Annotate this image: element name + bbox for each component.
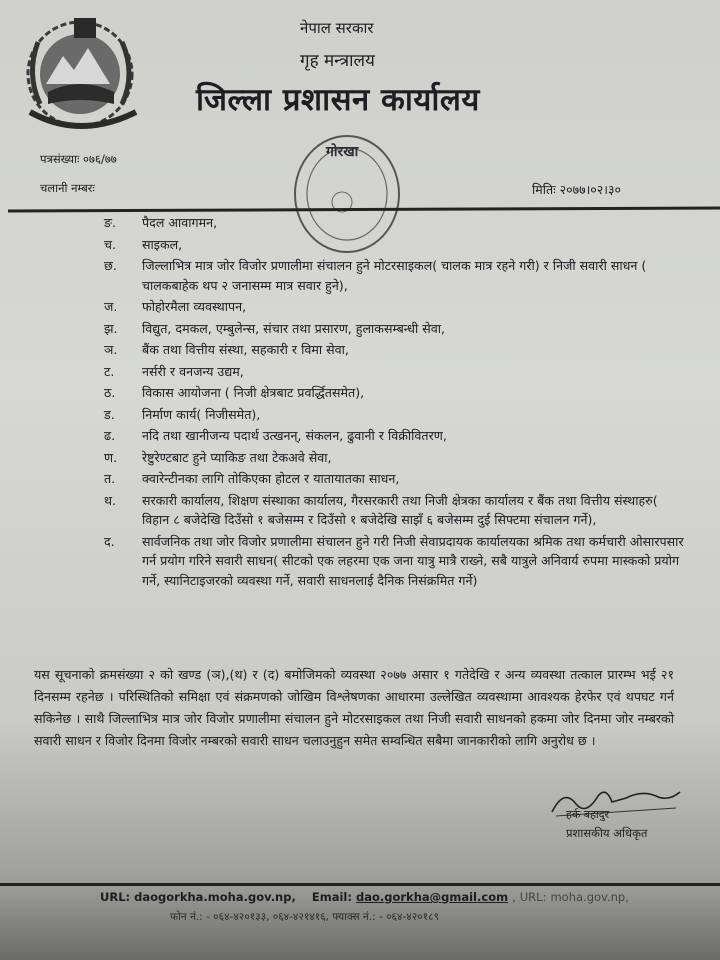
email-link[interactable]: dao.gorkha@gmail.com xyxy=(355,890,509,904)
item-text: सार्वजनिक तथा जोर विजोर प्रणालीमा संचालन हुने गरी निजी सेवाप्रदायक कार्यालयका श्रमिक तथा कर्मचारी ओसारपसार गर्न प्रयोग गरिने सवारी साधन( सीटको एक लहरमा एक जना यात्रु मात्रै राख्ने, सबै यात्रुले अनिवार्य रुपमा मास्कको प्रयोग गर्ने, स्यानिटाइजरको व्यवस्था गर्ने, सवारी साधनलाई दैनिक निसंक्रमित गर्ने) xyxy=(142,533,684,588)
notice-item xyxy=(104,340,684,360)
item-text: विकास आयोजना ( निजी क्षेत्रबाट प्रवर्द्धितसमेत), xyxy=(142,385,365,401)
item-text: साइकल, xyxy=(142,236,183,252)
notice-item xyxy=(104,213,684,233)
item-text: जिल्लाभित्र मात्र जोर विजोर प्रणालीमा संचालन हुने मोटरसाइकल( चालक मात्र रहने गरी) र निजी सवारी साधन ( चालकबाहेक थप २ जनासम्म मात्र सवार हुने), xyxy=(142,258,647,293)
item-text: नर्सरी र वनजन्य उद्यम, xyxy=(142,363,244,379)
reference-number: पत्रसंख्याः ०७६/७७ xyxy=(40,152,117,166)
notice-item xyxy=(104,448,684,468)
item-label: ट. xyxy=(104,363,115,379)
notice-item xyxy=(104,469,684,489)
notice-item xyxy=(104,256,684,295)
notice-items-list xyxy=(104,212,684,592)
item-text: रेष्टुरेण्टबाट हुने प्याकिङ तथा टेकअवे सेवा, xyxy=(142,449,332,465)
notice-item xyxy=(104,235,684,255)
item-label: छ. xyxy=(104,258,117,274)
item-text: सरकारी कार्यालय, शिक्षण संस्थाका कार्यालय, गैरसरकारी तथा निजी क्षेत्रका कार्यालय र बैंक तथा वित्तीय संस्थाहरु( विहान ८ बजेदेखि दिउँसो १ बजेसम्म र दिउँसो १ बजेदेखि साझँ ६ बजेसम्म दुई सिफ्टमा संचालन गर्ने), xyxy=(142,492,658,528)
notice-item xyxy=(104,383,684,403)
item-text: फोहोरमैला व्यवस्थापन, xyxy=(142,299,247,315)
item-text: बैंक तथा वित्तीय संस्था, सहकारी र विमा सेवा, xyxy=(142,342,349,358)
government-name: नेपाल सरकार xyxy=(300,19,374,37)
email-label: Email: xyxy=(311,890,352,904)
item-label: ड. xyxy=(104,406,115,422)
notice-item xyxy=(104,297,684,317)
nepal-emblem-icon xyxy=(18,12,148,134)
notice-item xyxy=(104,491,684,530)
url-link[interactable]: daogorkha.moha.gov.np, xyxy=(134,890,296,904)
notice-item xyxy=(104,426,684,446)
notice-item xyxy=(104,532,684,591)
footer-divider xyxy=(0,883,720,886)
item-label: ज. xyxy=(104,299,118,315)
signatory-title: प्रशासकीय अधिकृत xyxy=(566,826,648,840)
phone-numbers: फोन नं.: - ०६४-४२०१३३, ०६४-४२१४१६, फ्याक्स नं.: - ०६४-४२०१८९ xyxy=(170,911,440,923)
item-label: ठ. xyxy=(104,385,116,401)
item-label: ञ. xyxy=(104,342,118,358)
notice-item xyxy=(104,319,684,339)
item-text: निर्माण कार्य( निजीसमेत), xyxy=(142,406,261,422)
item-text: क्वारेन्टीनका लागि तोकिएका होटल र यातायातका साधन, xyxy=(142,471,400,487)
item-text: विद्युत, दमकल, एम्बुलेन्स, संचार तथा प्रसारण, हुलाकसम्बन्धी सेवा, xyxy=(142,320,446,336)
document-date: मितिः २०७७।०२।३० xyxy=(532,182,622,197)
notice-paragraph: यस सूचनाको क्रमसंख्या २ को खण्ड (ञ),(थ) र (द) बमोजिमको व्यवस्था २०७७ असार १ गतेदेखि र अन्य व्यवस्था तत्काल प्रारम्भ भई २१ दिनसम्म रहनेछ । परिस्थितिको समिक्षा एवं संक्रमणको जोखिम विश्लेषणका आधारमा उल्लेखित व्यवस्थामा आवश्यक हेरफेर एवं थपघट गर्न सकिनेछ । साथै जिल्लाभित्र मात्र जोर विजोर प्रणालीमा संचालन हुने मोटरसाइकल तथा निजी सवारी साधनको हकमा जोर दिनमा जोर नम्बरको सवारी साधन र विजोर दिनमा विजोर नम्बरको सवारी साधन चलाउनुहुन समेत सम्वन्धित सबैमा जानकारीको लागि अनुरोध छ । xyxy=(34,667,674,748)
item-label: ण. xyxy=(104,449,118,465)
item-text: पैदल आवागमन, xyxy=(142,215,218,230)
notice-item xyxy=(104,362,684,382)
item-text: नदि तथा खानीजन्य पदार्थ उत्खनन्, संकलन, ढुवानी र विक्रीवितरण, xyxy=(142,428,447,444)
item-label: ङ. xyxy=(104,215,117,230)
item-label: त. xyxy=(104,471,116,487)
item-label: थ. xyxy=(104,492,117,508)
url2-label: URL: xyxy=(519,890,547,904)
dispatch-number: चलानी नम्बरः xyxy=(40,181,95,195)
url-label: URL: xyxy=(100,890,131,904)
stamp-label: गोरखा xyxy=(326,144,359,160)
item-label: झ. xyxy=(104,320,118,336)
notice-item xyxy=(104,405,684,425)
url2-link[interactable]: moha.gov.np, xyxy=(550,890,629,904)
footer-contacts: URL: daogorkha.moha.gov.np, Email: dao.gorkha@gmail.com , URL: moha.gov.np, xyxy=(100,890,629,904)
item-label: द. xyxy=(104,533,115,549)
item-label: च. xyxy=(104,236,117,252)
item-label: ढ. xyxy=(104,428,116,444)
office-title: जिल्ला प्रशासन कार्यालय xyxy=(196,82,480,118)
signatory-name: हर्क बहादुर xyxy=(566,808,610,821)
ministry-name: गृह मन्त्रालय xyxy=(300,51,375,71)
